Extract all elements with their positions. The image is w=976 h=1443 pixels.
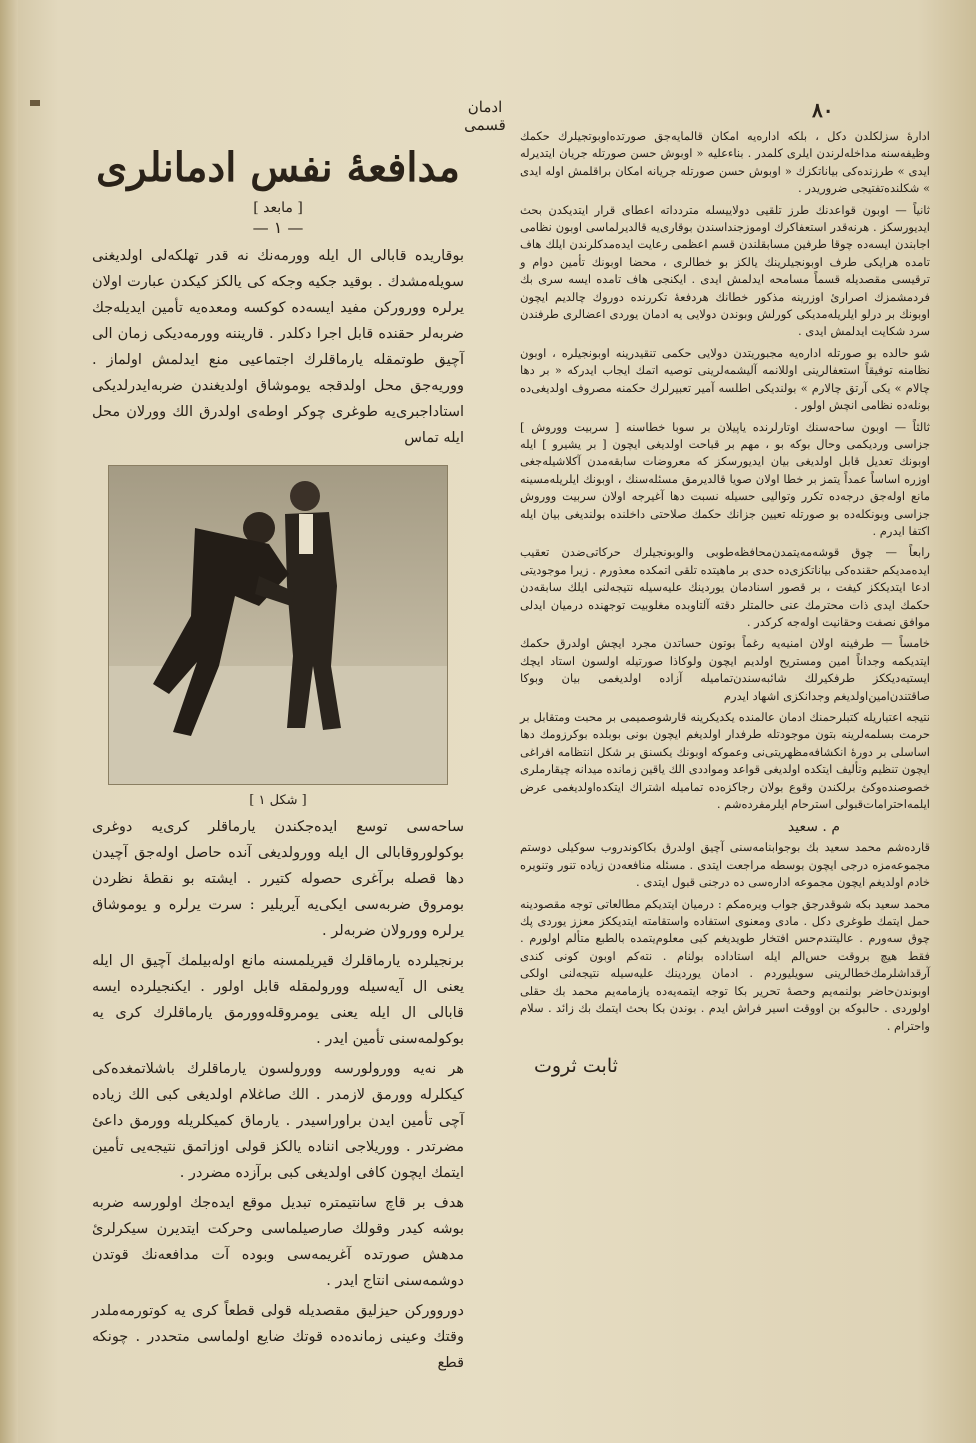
running-head: ادمان قسمی	[464, 98, 506, 134]
paragraph: بوقاریده قابالی ال ایله وورمه‌نك نه قدر تهلکه‌لی اولدیغنی سویله‌مشدك . بوقید جکیه وجکه کی یالکز کیکدن عبارت اولان یرلره وورورکن مفید ایسه‌ده کوکسه ومعده‌یه تأمین ایدیله‌جك ضربه‌لر حقنده قابل اجرا دکلدر . قاریننه وورمه‌دیکی زمان الی آچیق طوتمقله یارماقلرك اجتماعیی منع ایدلمش اولماز . ووریه‌جق محل اولدقجه یوموشاق اولدیغندن ضربه‌ایدرلدیکی استاداجبری‌یه طوغری چوکر اوطه‌ی اولدرق الك وورلان محل ایله تماس	[92, 248, 464, 446]
figure-photo	[108, 465, 448, 785]
paragraph: خامساً — طرفینه اولان امنیه‌یه رغماً بوتون حساتدن مجرد ایچش اولدرق حکمك ایتدیکمه وجداناً امین ومستریح اولدیم ایچون ولوکاذا صورتیله اولسون استاد ایچك ایستیه‌دیککز طرفکیرلك شائبه‌سندن‌تمامیله آزاده اولدیغمی بیان وبوکا صاقتندن‌امین‌اولدیغم وجدانکزی اشهاد ایدرم	[520, 636, 930, 703]
paragraph: برنجیلرده یارماقلرك قیریلمسنه مانع اوله‌بیلمك آچیق ال ایله یعنی ال آیه‌سیله وورولمقله قابل اولور . ایکنجیلرده ایسه قابالی ال ایله یعنی یومروقله‌وورمق یارماقلرك کری یه بوکولمه‌سنی تأمین ایدر .	[92, 953, 464, 1047]
paragraph: هدف بر قاچ سانتیمتره تبدیل موقع ایده‌جك اولورسه ضربه بوشه کیدر وقولك صارصیلماسی وحرکت ایتدیرن سیکرلرئ مدهش صورتده آغریمه‌سی وبوده آت مدافعه‌نك قوتدن دوشمه‌سنی انتاج ایدر .	[92, 1195, 464, 1289]
ink-mark	[30, 100, 40, 106]
right-column-text	[520, 128, 930, 813]
article-title: مدافعهٔ نفس ادمانلری	[96, 144, 460, 191]
right-signature: م . سعید	[787, 819, 840, 836]
paragraph: دوروورکن حیزلیق مقصدیله قولی قطعاً کری یه کوتورمه‌ملدر وقتك وعینی زمانده‌ده قوتك ضایع اولماسی متحددر . چونکه قطع	[92, 1303, 464, 1371]
two-men-self-defense-photo	[109, 466, 447, 784]
left-column-text	[92, 243, 464, 451]
paragraph: قارده‌شم محمد سعید بك بوجوابنامه‌سنی آچیق اولدرق بکاکوندروب سوکیلی دوستم مجموعه‌مزه درجی ایچون بوسطه مراجعت ایتدی . مسئله منافعه‌دن زیاده تنور وتنویره خادم اولدیغم ایچون مجموعه اداره‌سی ده درجنی قبول ایتدی .	[520, 840, 930, 890]
figure-caption: [ شکل ١ ]	[249, 793, 307, 808]
paragraph: ثالثاً — اوبون ساحه‌سنك اوتارلرنده یاپیلان بر سوبا خطاسنه [ سربیت ووروش ] جزاسی وردیکمی وحال بوکه بو ، مهم بر قباحت اولدیغی ایچون [ بر یشیرو ] ایله اوبونك تعدیل قابل اولدیغی بیان ایدیورسکز که معروضات سابقه‌مدن آکلاشیله‌جغی اوزره اساساً عمداً یتمز بر خطا اولان صویا قالدیرمق مسئله‌سنك ، اوبونك ایلریله‌مسینه مانع اوله‌جق درجه‌ده تکرر وتوالیی حسیله نسبت دها آغیرجه اولان سربیت ووروش جزاسی وبونکله‌ده بو صورتله تعیین جزانك حکمك صلاحتی داخلنده بولندیغی بیان ایله اکتفا ایدرم .	[520, 419, 930, 538]
paragraph: ادارهٔ سزلکلدن دکل ، بلکه اداره‌یه امکان قالمایه‌جق صورتده‌اوبوتجیلرك حکمك وظیفه‌سنه مداخله‌لرندن ایلری کلمدر . بناءعلیه « اوبوش حسن صورتله جریان ایتدیرله ایدی » طرزنده‌کی بیاناتکزك « اوبوش حسن صورتله جریانه امکان براقلمش اوله ایدی » شکلنده‌تفتیجی ضروریدر .	[520, 129, 930, 196]
article-subtitle: [ مابعد ]	[253, 200, 303, 216]
right-column	[520, 128, 930, 1077]
left-column-text-2	[92, 814, 464, 1376]
paragraph: رابعاً — چوق قوشه‌مه‌یتمدن‌محافظه‌طوبی والوبونجیلرك حرکاتی‌ضدن تعقیب ایده‌مدیکم حقنده‌کی بیاناتکزی‌ده حدی بر ماهیتده تلقی اتمکده معذورم . زیرا موجودیتی ادعا ایتدیککز کیفت ، بر قصور اسنادمان یوردینك علیه‌سیله نتیجه‌لنی ایلك سابقه‌دن حکمك ایدی ذات محترمك عنی حالمتلر دقته آلتاوبده مغلوبیت توجهنده درمیان ایدلی موافق نصفت وحقانیت اوله‌جه کرکدر .	[520, 545, 930, 629]
paragraph: شو حالده بو صورتله اداره‌یه مجبوریتدن دولایی حکمی تنقیدرینه اوبونجیلره ، اوبون نظامنه توفیقاً استعفالرینی اوللانمه آلیشمه‌لرینی توصیه اتمك ایجاب ایدرکه « بر دها چالام » یکی آرتق چالارم » بولندیکی اطلسه آمیر تعبیرلرك حکمنه مصروف اولدیغی‌ده بونله‌ده نظامی انچش اولور .	[520, 345, 930, 413]
section-number: — ١ —	[252, 218, 304, 237]
paragraph: هر نه‌یه وورولورسه وورولسون یارماقلرك باشلاتمغده‌کی کیکلرله وورمق لازمدر . الك صاغلام اولدیغی کبی الك زیاده آچی تأمین ایدن براوراسیدر . یارماق کمیکلریله وورمق داعیٔ مضرتدر . ووریلاجی انناده یالکز قولی اوزاتمق نتیجه‌یی تأمین ایتمك ایچون کافی اولدیغی کبی برآزده مضردر .	[92, 1061, 464, 1181]
page-number: ٨٠	[812, 98, 834, 122]
paragraph: محمد سعید بکه شوقدرجق جواب ویره‌مکم : درمیان ایتدیکم مطالعاتی توجه مقصودینه حمل ایتمك طوغری دکل . مادی ومعنوی استفاده واستقامته ایتدیککز معزز یوردی پك چوق سه‌ورم . عالیتندم‌حس افتخار طویدیغم کبی معلوم‌یتمده بالطبع متألم اولورم . فقط هیچ بروقت حس‌الم ایله استاداده بولنام . نته‌کم اوبون کونی کندی آرقداشلرمك‌خطالرینی سویلیوردم . ادمان یوردینك علیه‌سیله نتیجه‌لنی اولکی اوبوندن‌حاضر بولنمه‌یم وحصهٔ تحریر بکا توجه ایتمه‌یه‌ده یازمامه‌یم محمد بك حقلی اولوردی . حالبوکه بن اووقت اسیر فراش ایدم . بوندن بکا بحث ایتمك بك زائد . سلام واحترام .	[520, 896, 930, 1033]
paragraph: ساحه‌سی توسع ایده‌جکندن یارماقلر کری‌یه دوغری بوکولوروقابالی ال ایله وورولدیغی آنده حاصل اوله‌جق آچیدن دها قصله برآغری حصوله کتیرر . ایشته بو نقطهٔ نظردن بومروق ضربه‌سی ایکی‌یه آیریلیر : سرت یرلره و یوموشاق یرلره وورولان ضربه‌لر .	[92, 819, 464, 939]
page-binding-edge	[0, 0, 18, 1443]
left-column	[92, 142, 464, 1380]
right-column-text-2	[520, 839, 930, 1034]
paragraph: ثانیاً — اوبون قواعدنك طرز تلقیی دولاییسله متردداته اعطای قرار ایتدیکدن بحث ایدیورسکز . هرنه‌قدر استعفاکرك اوموزجنداسندن بوقاری‌یه قالدیرلماسی اوبون نظامی اجابندن ایسه‌ده چوقا طرفین مسابقلندن قسم اعظمی رعایت ایده‌مدکلرندن ایلك هاف تامده هرایکی طرف اوبونجیلرینك یالکز بو خطالری ، محضا اوبونك تأمین دوام و ترقیسی مقصدیله قسماً مسامحه ایدلمش ایدی . ایکنجی هاف تامده ایسه سری بك فردمشمزك اصرارئ اوزرینه مذکور خطانك هردفعهٔ تکررنده دوروك چالدیم ایچون اوبونك بر درلو ایلریله‌مدیکی کورلش وبوندن دولایی یه ادمان یوردی اعضالری طرفندن سرد شکایت ایدلمش ایدی .	[520, 202, 930, 339]
final-signature: ثابت ثروت	[534, 1054, 618, 1077]
paragraph: نتیجه اعتباریله کتبلرحمنك ادمان عالمنده یکدیکرینه قارشوصمیمی بر محبت ومتقابل بر حرمت بسلمه‌لرینه بتون موجودتله طرفدار اولدیغم ایچون بونی بوبلده بوکرزومك دها اساسلی بر دورهٔ انکشافه‌مظهریتی‌نی وعموکه اوبونك یکسنق بر شکل انتظامه افراغی ایچون تنظیم وتألیف ایتکده اولدیغی قواعد ومواددی الك یاقین زمانده میدانه چیقارملری خصوصنده‌وکئ برلکندن وقوع بولان رجاکزه‌ده تمامیله اشتراك ایتکده‌اولدیغمی عرض ایلمه‌احترامات‌قبولی استرحام ایلرمفرده‌شم .	[520, 710, 930, 812]
